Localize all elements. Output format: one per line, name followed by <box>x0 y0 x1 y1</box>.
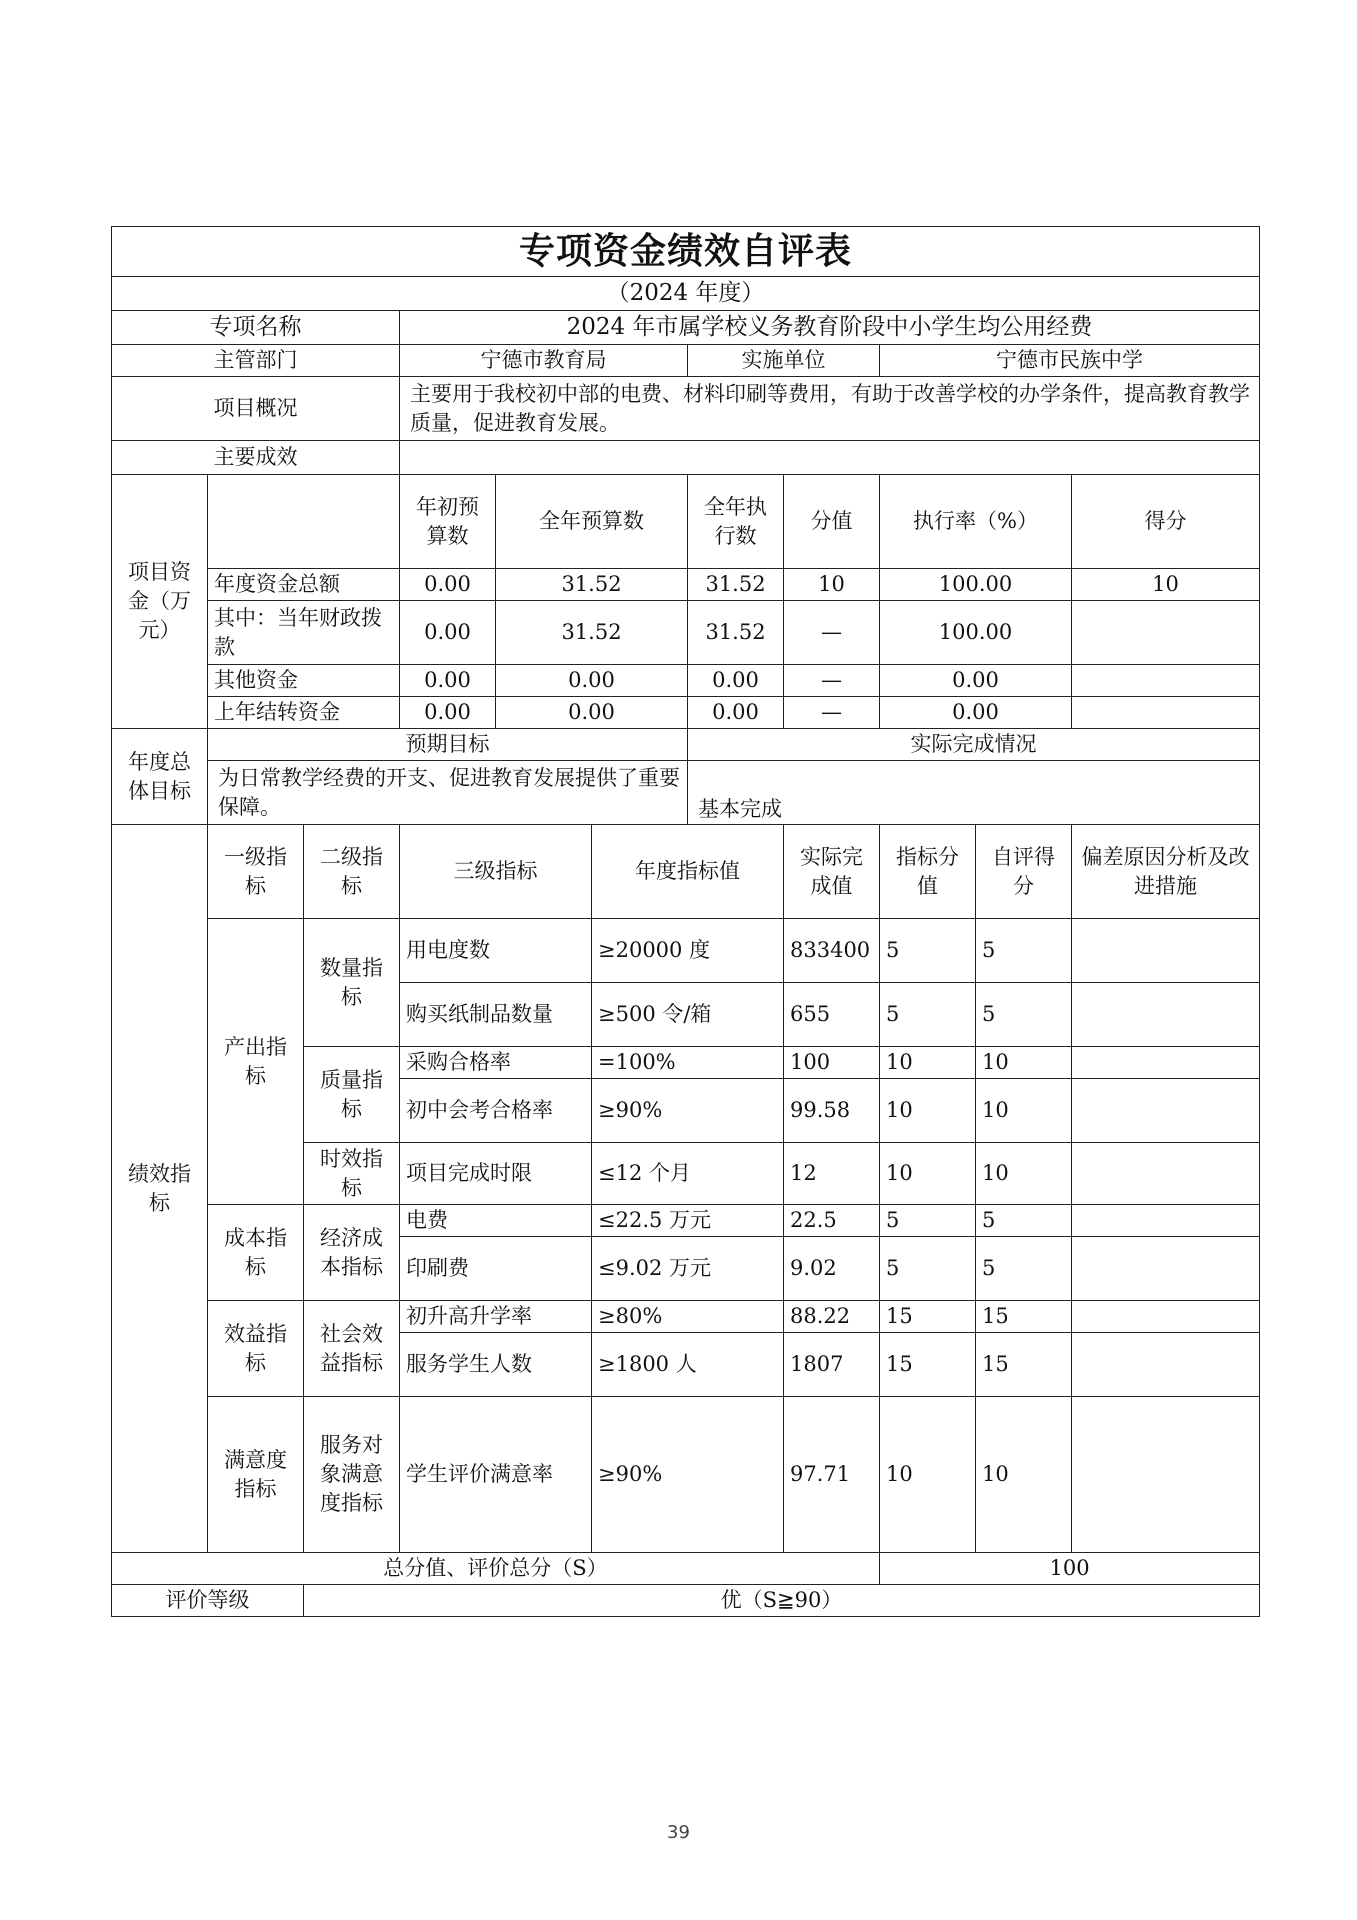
funds-cell: 10 <box>784 569 880 601</box>
indicator-name: 学生评价满意率 <box>400 1397 592 1553</box>
dept-value: 宁德市教育局 <box>400 345 688 377</box>
indicator-target: ≤12 个月 <box>592 1143 784 1205</box>
indicator-target: ≥90% <box>592 1397 784 1553</box>
overview-value: 主要用于我校初中部的电费、材料印刷等费用，有助于改善学校的办学条件，提高教育教学质量，促进教育发展。 <box>400 377 1260 441</box>
indicator-header: 实际完成值 <box>784 825 880 919</box>
unit-value: 宁德市民族中学 <box>880 345 1260 377</box>
project-name-label: 专项名称 <box>112 311 400 345</box>
funds-header-rate: 执行率（%） <box>880 475 1072 569</box>
indicator-note <box>1072 919 1260 983</box>
group-benefit: 效益指标 <box>208 1301 304 1397</box>
indicator-target: ≥500 令/箱 <box>592 983 784 1047</box>
funds-cell: 10 <box>1072 569 1260 601</box>
indicator-note <box>1072 1237 1260 1301</box>
indicator-actual: 655 <box>784 983 880 1047</box>
group-quality: 质量指标 <box>304 1047 400 1143</box>
group-output: 产出指标 <box>208 919 304 1205</box>
indicator-header: 自评得分 <box>976 825 1072 919</box>
unit-label: 实施单位 <box>688 345 880 377</box>
funds-row-label: 年度资金总额 <box>208 569 400 601</box>
funds-header-executed: 全年执行数 <box>688 475 784 569</box>
indicator-name: 采购合格率 <box>400 1047 592 1079</box>
group-cost: 成本指标 <box>208 1205 304 1301</box>
funds-cell: 31.52 <box>688 601 784 665</box>
results-value <box>400 441 1260 475</box>
indicator-note <box>1072 1143 1260 1205</box>
funds-cell: 0.00 <box>400 601 496 665</box>
indicator-actual: 9.02 <box>784 1237 880 1301</box>
indicator-name: 电费 <box>400 1205 592 1237</box>
indicator-weight: 5 <box>880 1237 976 1301</box>
indicator-score: 10 <box>976 1143 1072 1205</box>
funds-header-initial: 年初预算数 <box>400 475 496 569</box>
indicator-target: ≥90% <box>592 1079 784 1143</box>
funds-cell: — <box>784 665 880 697</box>
indicator-weight: 10 <box>880 1047 976 1079</box>
expected-goal-value: 为日常教学经费的开支、促进教育发展提供了重要保障。 <box>208 761 688 825</box>
indicator-note <box>1072 983 1260 1047</box>
goals-label: 年度总体目标 <box>112 729 208 825</box>
indicator-header: 年度指标值 <box>592 825 784 919</box>
indicator-score: 5 <box>976 983 1072 1047</box>
indicator-target: ≤22.5 万元 <box>592 1205 784 1237</box>
grade-value: 优（S≧90） <box>304 1585 1260 1617</box>
indicator-weight: 5 <box>880 1205 976 1237</box>
indicator-score: 5 <box>976 919 1072 983</box>
funds-cell <box>1072 697 1260 729</box>
project-name-value: 2024 年市属学校义务教育阶段中小学生均公用经费 <box>400 311 1260 345</box>
indicator-score: 15 <box>976 1301 1072 1333</box>
expected-goal-label: 预期目标 <box>208 729 688 761</box>
funds-cell: 0.00 <box>496 665 688 697</box>
dept-label: 主管部门 <box>112 345 400 377</box>
funds-cell: 0.00 <box>880 665 1072 697</box>
table-title: 专项资金绩效自评表 <box>112 227 1260 277</box>
funds-cell: 0.00 <box>400 697 496 729</box>
indicator-target: ≥80% <box>592 1301 784 1333</box>
funds-cell: 100.00 <box>880 601 1072 665</box>
indicator-name: 项目完成时限 <box>400 1143 592 1205</box>
funds-cell: 0.00 <box>400 665 496 697</box>
funds-header-annual: 全年预算数 <box>496 475 688 569</box>
indicator-actual: 22.5 <box>784 1205 880 1237</box>
funds-row-label: 其他资金 <box>208 665 400 697</box>
indicator-target: ≤9.02 万元 <box>592 1237 784 1301</box>
indicator-actual: 1807 <box>784 1333 880 1397</box>
indicator-actual: 12 <box>784 1143 880 1205</box>
indicator-name: 用电度数 <box>400 919 592 983</box>
indicator-target: ≥20000 度 <box>592 919 784 983</box>
indicator-header: 一级指标 <box>208 825 304 919</box>
indicator-score: 10 <box>976 1047 1072 1079</box>
indicator-weight: 15 <box>880 1301 976 1333</box>
funds-cell: 31.52 <box>496 601 688 665</box>
indicator-note <box>1072 1047 1260 1079</box>
self-evaluation-table <box>111 226 1260 1617</box>
funds-row-label: 其中：当年财政拨款 <box>208 601 400 665</box>
indicator-name: 初升高升学率 <box>400 1301 592 1333</box>
indicator-actual: 833400 <box>784 919 880 983</box>
indicator-note <box>1072 1301 1260 1333</box>
indicator-score: 15 <box>976 1333 1072 1397</box>
total-value: 100 <box>880 1553 1260 1585</box>
funds-cell: 31.52 <box>496 569 688 601</box>
group-social-benefit: 社会效益指标 <box>304 1301 400 1397</box>
indicator-header: 指标分值 <box>880 825 976 919</box>
funds-cell: 0.00 <box>880 697 1072 729</box>
year-label: （2024 年度） <box>112 277 1260 311</box>
indicator-weight: 5 <box>880 919 976 983</box>
page-number: 39 <box>667 1822 690 1843</box>
indicator-actual: 88.22 <box>784 1301 880 1333</box>
funds-cell: 0.00 <box>400 569 496 601</box>
group-timeliness: 时效指标 <box>304 1143 400 1205</box>
funds-cell: 31.52 <box>688 569 784 601</box>
indicator-weight: 10 <box>880 1143 976 1205</box>
indicator-score: 5 <box>976 1205 1072 1237</box>
funds-row-label: 上年结转资金 <box>208 697 400 729</box>
indicator-name: 印刷费 <box>400 1237 592 1301</box>
results-label: 主要成效 <box>112 441 400 475</box>
overview-label: 项目概况 <box>112 377 400 441</box>
indicator-header: 三级指标 <box>400 825 592 919</box>
indicator-actual: 99.58 <box>784 1079 880 1143</box>
indicators-label: 绩效指标 <box>112 825 208 1553</box>
group-service-satisfaction: 服务对象满意度指标 <box>304 1397 400 1553</box>
indicator-note <box>1072 1205 1260 1237</box>
total-label: 总分值、评价总分（S） <box>112 1553 880 1585</box>
actual-result-value: 基本完成 <box>688 761 1260 825</box>
funds-cell <box>1072 601 1260 665</box>
funds-header-weight: 分值 <box>784 475 880 569</box>
indicator-name: 初中会考合格率 <box>400 1079 592 1143</box>
indicator-target: =100% <box>592 1047 784 1079</box>
indicator-name: 购买纸制品数量 <box>400 983 592 1047</box>
indicator-score: 10 <box>976 1397 1072 1553</box>
indicator-actual: 97.71 <box>784 1397 880 1553</box>
funds-cell: 100.00 <box>880 569 1072 601</box>
funds-header-blank <box>208 475 400 569</box>
indicator-note <box>1072 1333 1260 1397</box>
funds-header-score: 得分 <box>1072 475 1260 569</box>
indicator-weight: 10 <box>880 1397 976 1553</box>
group-satisfaction: 满意度指标 <box>208 1397 304 1553</box>
indicator-note <box>1072 1397 1260 1553</box>
indicator-header: 二级指标 <box>304 825 400 919</box>
indicator-name: 服务学生人数 <box>400 1333 592 1397</box>
funds-cell: 0.00 <box>688 665 784 697</box>
funds-cell <box>1072 665 1260 697</box>
indicator-score: 10 <box>976 1079 1072 1143</box>
indicator-actual: 100 <box>784 1047 880 1079</box>
funds-cell: 0.00 <box>688 697 784 729</box>
funds-cell: — <box>784 601 880 665</box>
group-economic-cost: 经济成本指标 <box>304 1205 400 1301</box>
group-quantity: 数量指标 <box>304 919 400 1047</box>
funds-cell: 0.00 <box>496 697 688 729</box>
grade-label: 评价等级 <box>112 1585 304 1617</box>
indicator-target: ≥1800 人 <box>592 1333 784 1397</box>
actual-result-label: 实际完成情况 <box>688 729 1260 761</box>
funds-label: 项目资金（万元） <box>112 475 208 729</box>
indicator-score: 5 <box>976 1237 1072 1301</box>
indicator-header: 偏差原因分析及改进措施 <box>1072 825 1260 919</box>
funds-cell: — <box>784 697 880 729</box>
indicator-weight: 5 <box>880 983 976 1047</box>
indicator-weight: 10 <box>880 1079 976 1143</box>
indicator-weight: 15 <box>880 1333 976 1397</box>
indicator-note <box>1072 1079 1260 1143</box>
